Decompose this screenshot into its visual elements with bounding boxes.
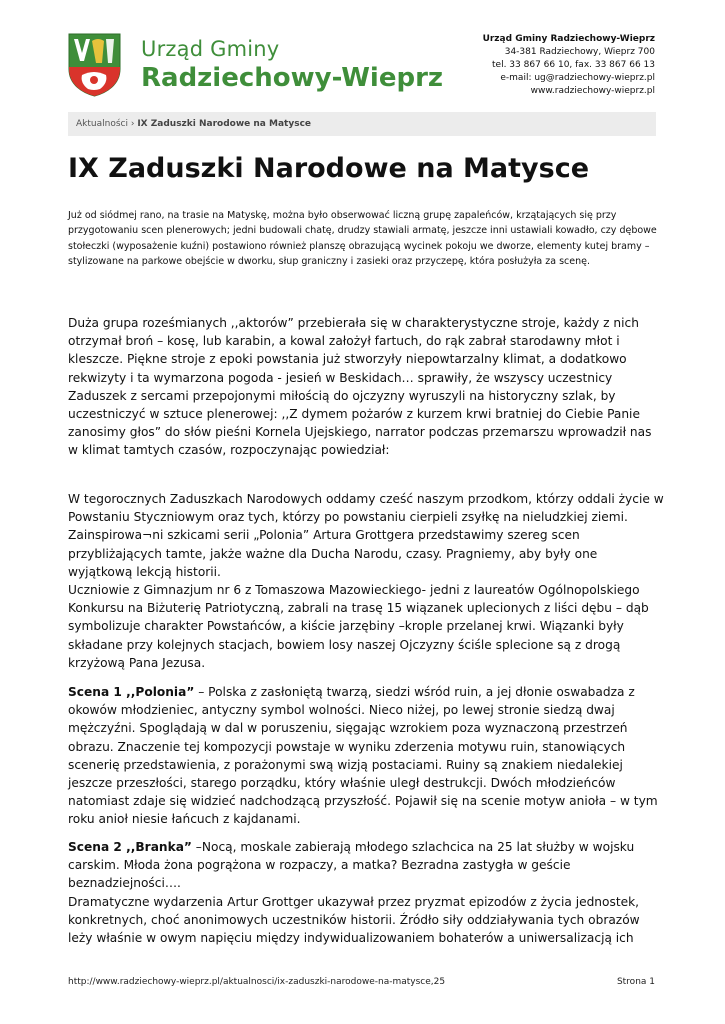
contact-website[interactable]: www.radziechowy-wieprz.pl [530,86,655,96]
scene-2-text: –Nocą, moskale zabierają młodego szlachcica na 25 lat służby w wojsku carskim. Młoda żona pogrążona w rozpaczy, a matka? Bezradna zastygła w geście beznadziejności…. [68,840,635,891]
contact-address: 34-381 Radziechowy, Wieprz 700 [504,47,655,57]
scene-1-paragraph [68,683,664,829]
scene-2-heading: Scena 2 ,,Branka” [68,840,192,854]
breadcrumb-current: IX Zaduszki Narodowe na Matysce [137,119,312,129]
page-title: IX Zaduszki Narodowe na Matysce [68,153,590,184]
article-lead: Już od siódmej rano, na trasie na Matyskę, można było obserwować liczną grupę zapaleńców, krzątających się przy przygotowaniu scen plenerowych; jedni budowali chatę, drudzy stawiali armatę, jeszcze inni ustawiali kowadło, czy dębowe stołeczki (wyposażenie kuźni) postawiono również planszę obrazującą wycinek pokoju we dworze, elementy kutej bramy – stylizowane na parkowe obejście w dworku, słup graniczny i zasieki oraz przyczepę, która posłużyła za scenę. [68,210,657,267]
coat-of-arms-icon [68,33,121,97]
scene-1-heading: Scena 1 ,,Polonia” [68,685,195,699]
site-logo[interactable] [68,33,444,99]
breadcrumb [68,112,656,136]
article-paragraph-1: Duża grupa roześmianych ,,aktorów” przebierała się w charakterystyczne stroje, każdy z nich otrzymał broń – kosę, lub karabin, a kowal założył fartuch, do rąk zabrał starodawny młot i kleszcze. Piękne stroje z epoki powstania już stworzyły niepowtarzalny klimat, a dodatkowo rekwizyty i ta wymarzona pogoda - jesień w Beskidach… sprawiły, że wszyscy uczestnicy Zaduszek z sercami przepojonymi miłością do ojczyzny wyruszyli na historyczny szlak, by uczestniczyć w sztuce plenerowej: ,,Z dymem pożarów z kurzem krwi bratniej do Ciebie Panie zanosimy głos” do słów pieśni Kornela Ujejskiego, narrator podczas przemarszu wprowadził nas w klimat tamtych czasów, rozpoczynając powiedział: [68,316,652,458]
logo-text-line2: Radziechowy-Wieprz [141,63,444,93]
breadcrumb-link-news[interactable]: Aktualności [76,119,128,129]
paragraph-2-part-2: Uczniowie z Gimnazjum nr 6 z Tomaszowa Mazowieckiego- jedni z laureatów Ogólnopolskiego Konkursu na Biżuterię Patriotyczną, zabrali na trasę 15 wiązanek uplecionych z liści dębu – dąb symbolizuje charakter Powstańców, a kiście jarzębiny –krople przelanej krwi. Wiązanki były składane przy kolejnych stacjach, bowiem losy naszej Ojczyzny ściśle splecione są z drogą krzyżową Pana Jezusa. [68,583,649,670]
article-paragraph-2 [68,490,664,672]
scene-1-text: – Polska z zasłoniętą twarzą, siedzi wśród ruin, a jej dłonie oswabadza z okowów młodzieniec, antyczny symbol wolności. Nieco niżej, po lewej stronie siedzą dwaj mężczyźni. Spoglądają w dal w poruszeniu, sięgając wzrokiem poza wyznaczoną przestrzeń obrazu. Znaczenie tej kompozycji powstaje w wyniku zderzenia motywu ruin, stanowiących scenerię przedstawienia, z porażonymi swą wizją postaciami. Ruiny są znakiem niedalekiej jeszcze przeszłości, starego porządku, który właśnie uległ destrukcji. Dwóch młodzieńców natomiast zdaje się widzieć nadchodzącą przyszłość. Pojawił się na scenie motyw anioła – w tym roku anioł niesie łańcuch z kajdanami. [68,685,658,827]
logo-text-line1: Urząd Gminy [141,37,280,61]
breadcrumb-separator: › [130,119,135,129]
paragraph-2-part-1: W tegorocznych Zaduszkach Narodowych oddamy cześć naszym przodkom, którzy oddali życie w Powstaniu Styczniowym oraz tych, którzy po powstaniu cierpieli zsyłkę na nieludzkiej ziemi. Zainspirowa¬ni szkicami serii „Polonia” Artura Grottgera przedstawimy szereg scen przybliżających tamte, jakże ważne dla Ducha Narodu, czasy. Pragniemy, aby były one wyjątkową lekcją historii. [68,492,664,579]
footer-url[interactable]: http://www.radziechowy-wieprz.pl/aktualnosci/ix-zaduszki-narodowe-na-matysce,25 [68,977,446,987]
scene-2-continuation: Dramatyczne wydarzenia Artur Grottger ukazywał przez pryzmat epizodów z życia jednostek, konkretnych, choć anonimowych uczestników historii. Źródło siły oddziaływania tych obrazów leży właśnie w owym napięciu między indywidualizowaniem bohaterów a uniwersalizacją ich [68,894,640,946]
contact-info [483,33,655,98]
contact-organization: Urząd Gminy Radziechowy-Wieprz [482,34,655,44]
scene-2-paragraph [68,838,664,947]
contact-email[interactable]: e-mail: ug@radziechowy-wieprz.pl [500,73,655,83]
contact-phone: tel. 33 867 66 10, fax. 33 867 66 13 [492,60,655,70]
footer-page-number: Strona 1 [616,977,655,987]
